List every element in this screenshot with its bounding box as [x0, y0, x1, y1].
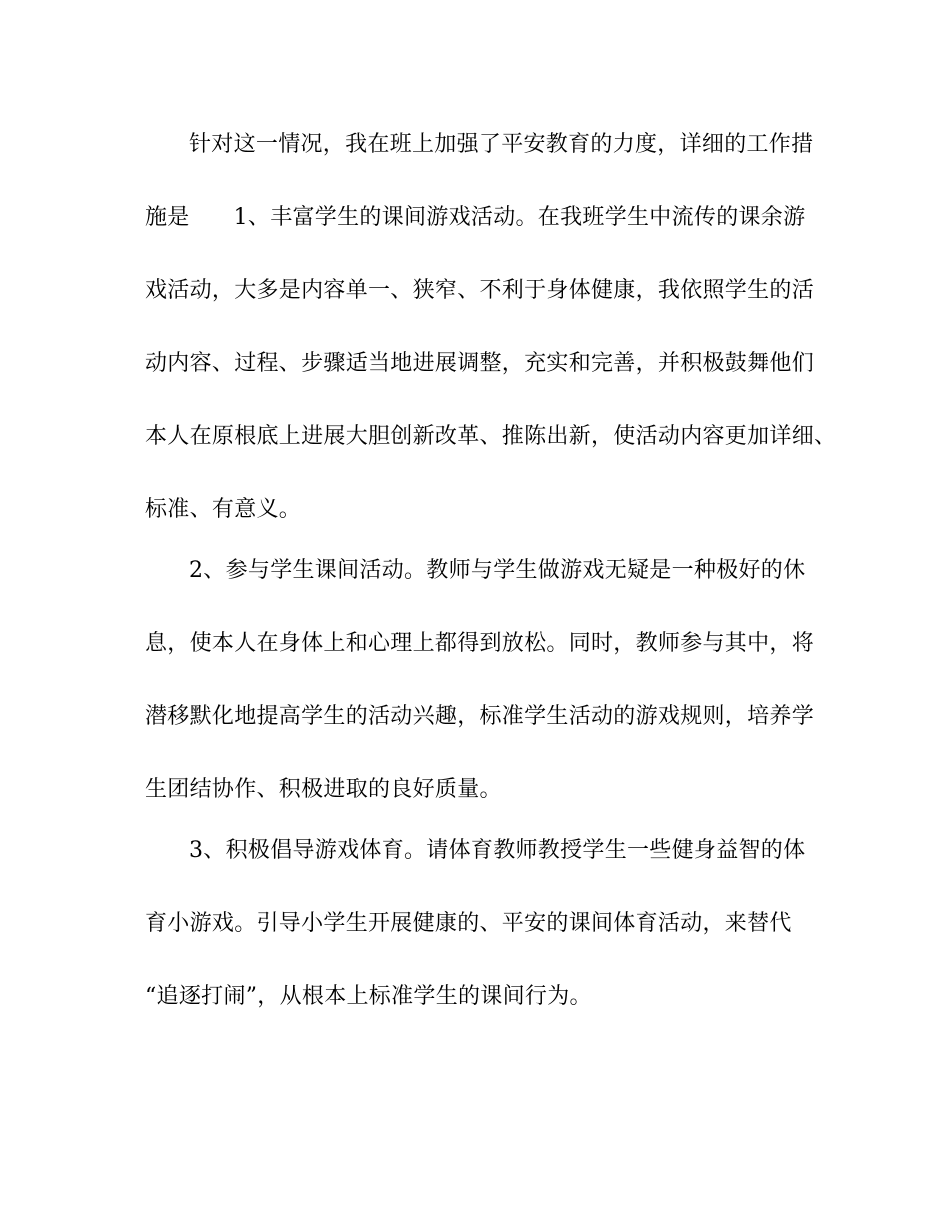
paragraph-2-line-2: 息，使本人在身体上和心理上都得到放松。同时，教师参与其中，将: [145, 631, 815, 656]
paragraph-3-line-3: “追逐打闹”，从根本上标准学生的课间行为。: [145, 984, 592, 1009]
item-1-heading: 1、丰富学生的课间游戏活动。在我班学生中流传的课余游: [233, 205, 806, 230]
paragraph-1-line-2: [145, 205, 805, 231]
paragraph-1-line-1: 针对这一情况，我在班上加强了平安教育的力度，详细的工作措: [189, 132, 814, 157]
paragraph-1-line-4: 动内容、过程、步骤适当地进展调整，充实和完善，并积极鼓舞他们: [145, 351, 815, 376]
paragraph-1-line-3: 戏活动，大多是内容单一、狭窄、不利于身体健康，我依照学生的活: [145, 278, 815, 303]
paragraph-2-line-1: 2、参与学生课间活动。教师与学生做游戏无疑是一种极好的休: [189, 558, 806, 583]
paragraph-1-line-6: 标准、有意义。: [145, 497, 302, 522]
paragraph-1-line-5: 本人在原根底上进展大胆创新改革、推陈出新，使活动内容更加详细、: [145, 424, 837, 449]
paragraph-1-line-2-lead: 施是: [145, 205, 190, 230]
paragraph-2-line-3: 潜移默化地提高学生的活动兴趣，标准学生活动的游戏规则，培养学: [145, 704, 815, 729]
paragraph-3-line-1: 3、积极倡导游戏体育。请体育教师教授学生一些健身益智的体: [189, 838, 806, 863]
paragraph-2-line-4: 生团结协作、积极进取的良好质量。: [145, 777, 502, 802]
paragraph-3-line-2: 育小游戏。引导小学生开展健康的、平安的课间体育活动，来替代: [145, 911, 792, 936]
